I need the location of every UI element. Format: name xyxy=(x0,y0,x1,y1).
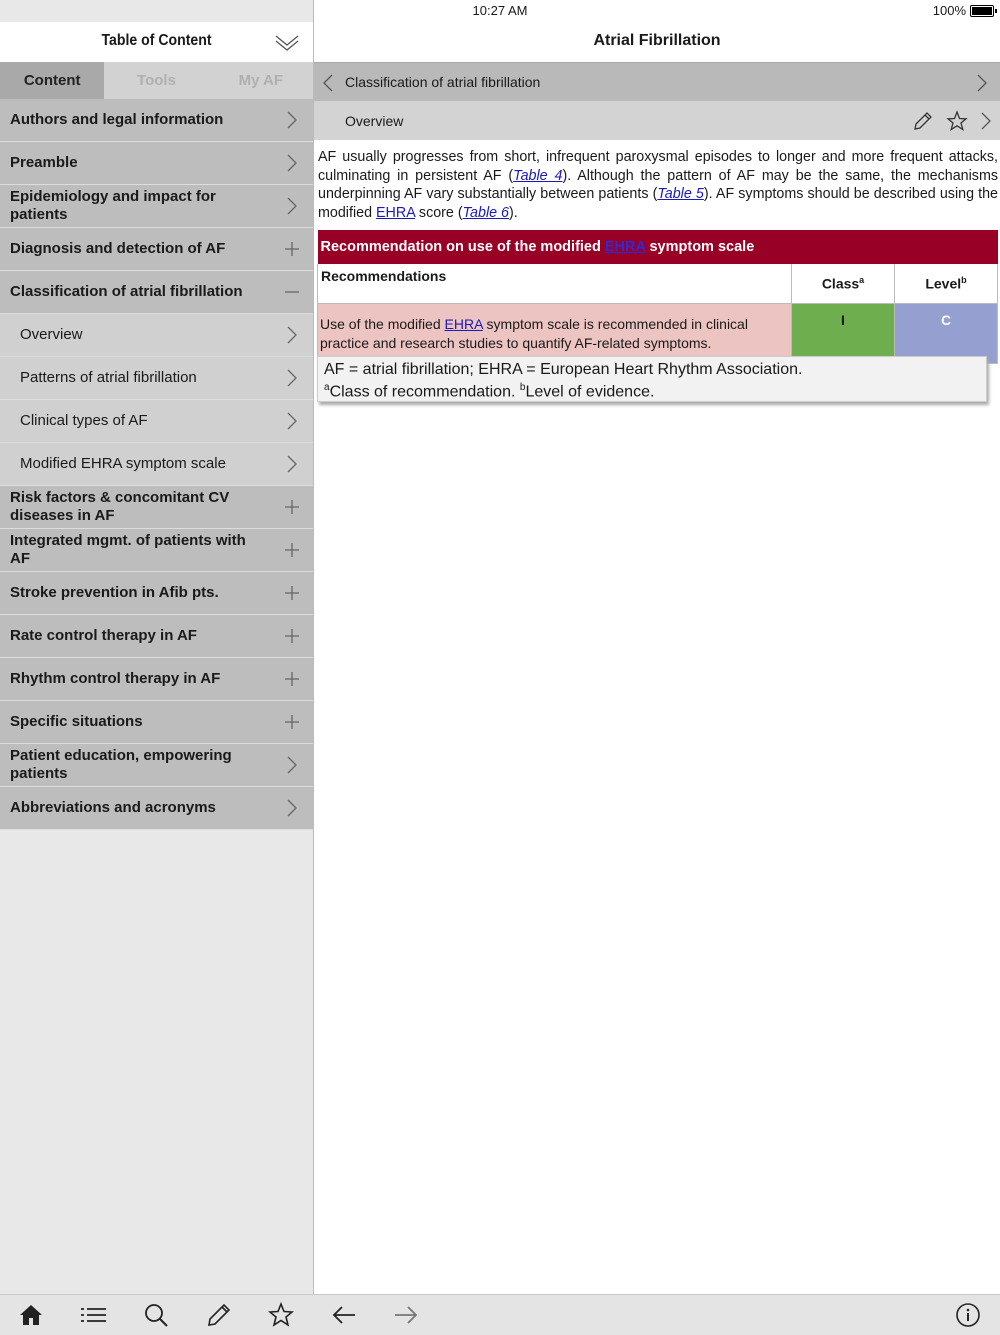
toc-item-label: Classification of atrial fibrillation xyxy=(10,283,243,300)
toc-item[interactable] xyxy=(0,185,313,228)
header-class: Class$^a$ xyxy=(792,264,895,304)
toc-subitem[interactable] xyxy=(0,443,313,486)
chevron-right-icon[interactable] xyxy=(976,74,988,92)
header-recommendations: Recommendations xyxy=(318,264,792,304)
chevron-right-icon[interactable] xyxy=(283,455,301,473)
toc-header xyxy=(0,22,313,62)
toc-item[interactable] xyxy=(0,744,313,787)
toc-item[interactable] xyxy=(0,271,313,314)
chevron-right-icon[interactable] xyxy=(283,111,301,129)
battery: 100% xyxy=(933,3,994,18)
chevron-right-icon[interactable] xyxy=(283,799,301,817)
home-icon[interactable] xyxy=(18,1302,44,1328)
chevron-right-icon[interactable] xyxy=(283,197,301,215)
toc-item-label: Modified EHRA symptom scale xyxy=(20,455,226,472)
collapse-chevron-icon[interactable] xyxy=(275,32,299,52)
toc-item[interactable] xyxy=(0,228,313,271)
table-4-link[interactable]: Table 4 xyxy=(513,167,563,184)
expand-plus-icon[interactable] xyxy=(283,627,301,645)
chevron-right-icon[interactable] xyxy=(980,110,992,132)
table-5-link[interactable]: Table 5 xyxy=(657,186,704,203)
expand-plus-icon[interactable] xyxy=(283,541,301,559)
section-bar xyxy=(314,101,1000,140)
table-footnote: AF = atrial fibrillation; EHRA = European Heart Rhythm Association. $^a$Class of recommendation. $^b$Level of evidence. xyxy=(317,356,987,402)
chevron-right-icon[interactable] xyxy=(283,326,301,344)
info-icon[interactable] xyxy=(955,1302,981,1328)
table-6-link[interactable]: Table 6 xyxy=(462,204,509,221)
toc-item[interactable] xyxy=(0,529,313,572)
recommendation-table xyxy=(317,230,998,364)
arrow-right-icon[interactable] xyxy=(393,1302,419,1328)
level-value: C xyxy=(895,304,998,364)
recommendation-text: Use of the modified EHRA symptom scale is recommended in clinical practice and research studies to quantify AF-related symptoms. xyxy=(318,304,792,364)
toc-panel xyxy=(0,0,314,1294)
toc-item[interactable] xyxy=(0,787,313,830)
header-level: Level$^b$ xyxy=(895,264,998,304)
ehra-link[interactable]: EHRA xyxy=(604,239,646,255)
toc-item-label: Overview xyxy=(20,326,83,343)
toc-item[interactable] xyxy=(0,701,313,744)
toc-item[interactable] xyxy=(0,486,313,529)
tab-content[interactable]: Content xyxy=(0,62,104,99)
chevron-left-icon[interactable] xyxy=(322,74,334,92)
page-title: Atrial Fibrillation xyxy=(593,32,721,49)
toc-item-label: Integrated mgmt. of patients with AF xyxy=(10,532,246,567)
clock: 10:27 AM xyxy=(472,3,528,18)
chevron-right-icon[interactable] xyxy=(283,756,301,774)
search-icon[interactable] xyxy=(143,1302,169,1328)
arrow-left-icon[interactable] xyxy=(331,1302,357,1328)
list-icon[interactable] xyxy=(80,1302,106,1328)
tab-my-af-patients[interactable]: My AF xyxy=(238,72,284,89)
chevron-right-icon[interactable] xyxy=(283,369,301,387)
overview-paragraph: AF usually progresses from short, infrequent paroxysmal episodes to longer and more frequent attacks, culminating in persistent AF (Table 4). Although the pattern of AF may be the same, the mechanisms underpinning AF vary substantially between patients (Table 5). AF symptoms should be described using the modified EHRA score (Table 6). xyxy=(318,149,999,221)
toc-title: Table of Content xyxy=(101,32,212,49)
expand-plus-icon[interactable] xyxy=(283,584,301,602)
toc-subitem[interactable] xyxy=(0,400,313,443)
breadcrumb-label[interactable]: Classification of atrial fibrillation xyxy=(345,74,541,90)
toc-item-label: Abbreviations and acronyms xyxy=(10,799,216,816)
star-icon[interactable] xyxy=(946,110,968,132)
toc-tabs xyxy=(0,62,313,99)
table-row xyxy=(318,304,998,364)
ehra-link[interactable]: EHRA xyxy=(444,315,483,332)
battery-icon xyxy=(970,5,994,17)
expand-plus-icon[interactable] xyxy=(283,670,301,688)
toc-item[interactable] xyxy=(0,99,313,142)
toc-item-label: Clinical types of AF xyxy=(20,412,148,429)
toc-item[interactable] xyxy=(0,142,313,185)
expand-plus-icon[interactable] xyxy=(283,240,301,258)
breadcrumb xyxy=(314,62,1000,102)
class-value: I xyxy=(792,304,895,364)
star-icon[interactable] xyxy=(268,1302,294,1328)
collapse-minus-icon[interactable] xyxy=(283,283,301,301)
toc-item-label: Authors and legal information xyxy=(10,111,224,128)
table-title: Recommendation on use of the modified EHRA symptom scale xyxy=(318,230,998,264)
toc-item[interactable] xyxy=(0,615,313,658)
expand-plus-icon[interactable] xyxy=(283,498,301,516)
expand-plus-icon[interactable] xyxy=(283,713,301,731)
toc-item[interactable] xyxy=(0,572,313,615)
toc-item-label: Stroke prevention in Afib pts. xyxy=(10,584,219,601)
chevron-right-icon[interactable] xyxy=(283,412,301,430)
pencil-icon[interactable] xyxy=(206,1302,232,1328)
toc-item-label: Patterns of atrial fibrillation xyxy=(20,369,197,386)
pencil-icon[interactable] xyxy=(912,110,934,132)
toc-item-label: Epidemiology and impact for patients xyxy=(10,188,216,223)
toc-subitem[interactable] xyxy=(0,357,313,400)
toc-item-label: Risk factors & concomitant CV diseases in AF xyxy=(10,489,230,524)
toc-item-label: Specific situations xyxy=(10,713,143,730)
toc-item-label: Rate control therapy in AF xyxy=(10,627,197,644)
content-header xyxy=(314,22,1000,62)
toc-item[interactable] xyxy=(0,658,313,701)
toc-subitem[interactable] xyxy=(0,314,313,357)
toc-item-label: Patient education, empowering patients xyxy=(10,747,232,782)
toc-item-label: Rhythm control therapy in AF xyxy=(10,670,221,687)
ehra-link[interactable]: EHRA xyxy=(376,204,415,221)
tab-tools[interactable]: Tools xyxy=(137,72,176,89)
section-label: Overview xyxy=(345,113,404,129)
bottom-toolbar xyxy=(0,1294,1000,1335)
toc-list xyxy=(0,99,313,830)
chevron-right-icon[interactable] xyxy=(283,154,301,172)
toc-item-label: Diagnosis and detection of AF xyxy=(10,240,226,257)
toc-item-label: Preamble xyxy=(10,154,78,171)
